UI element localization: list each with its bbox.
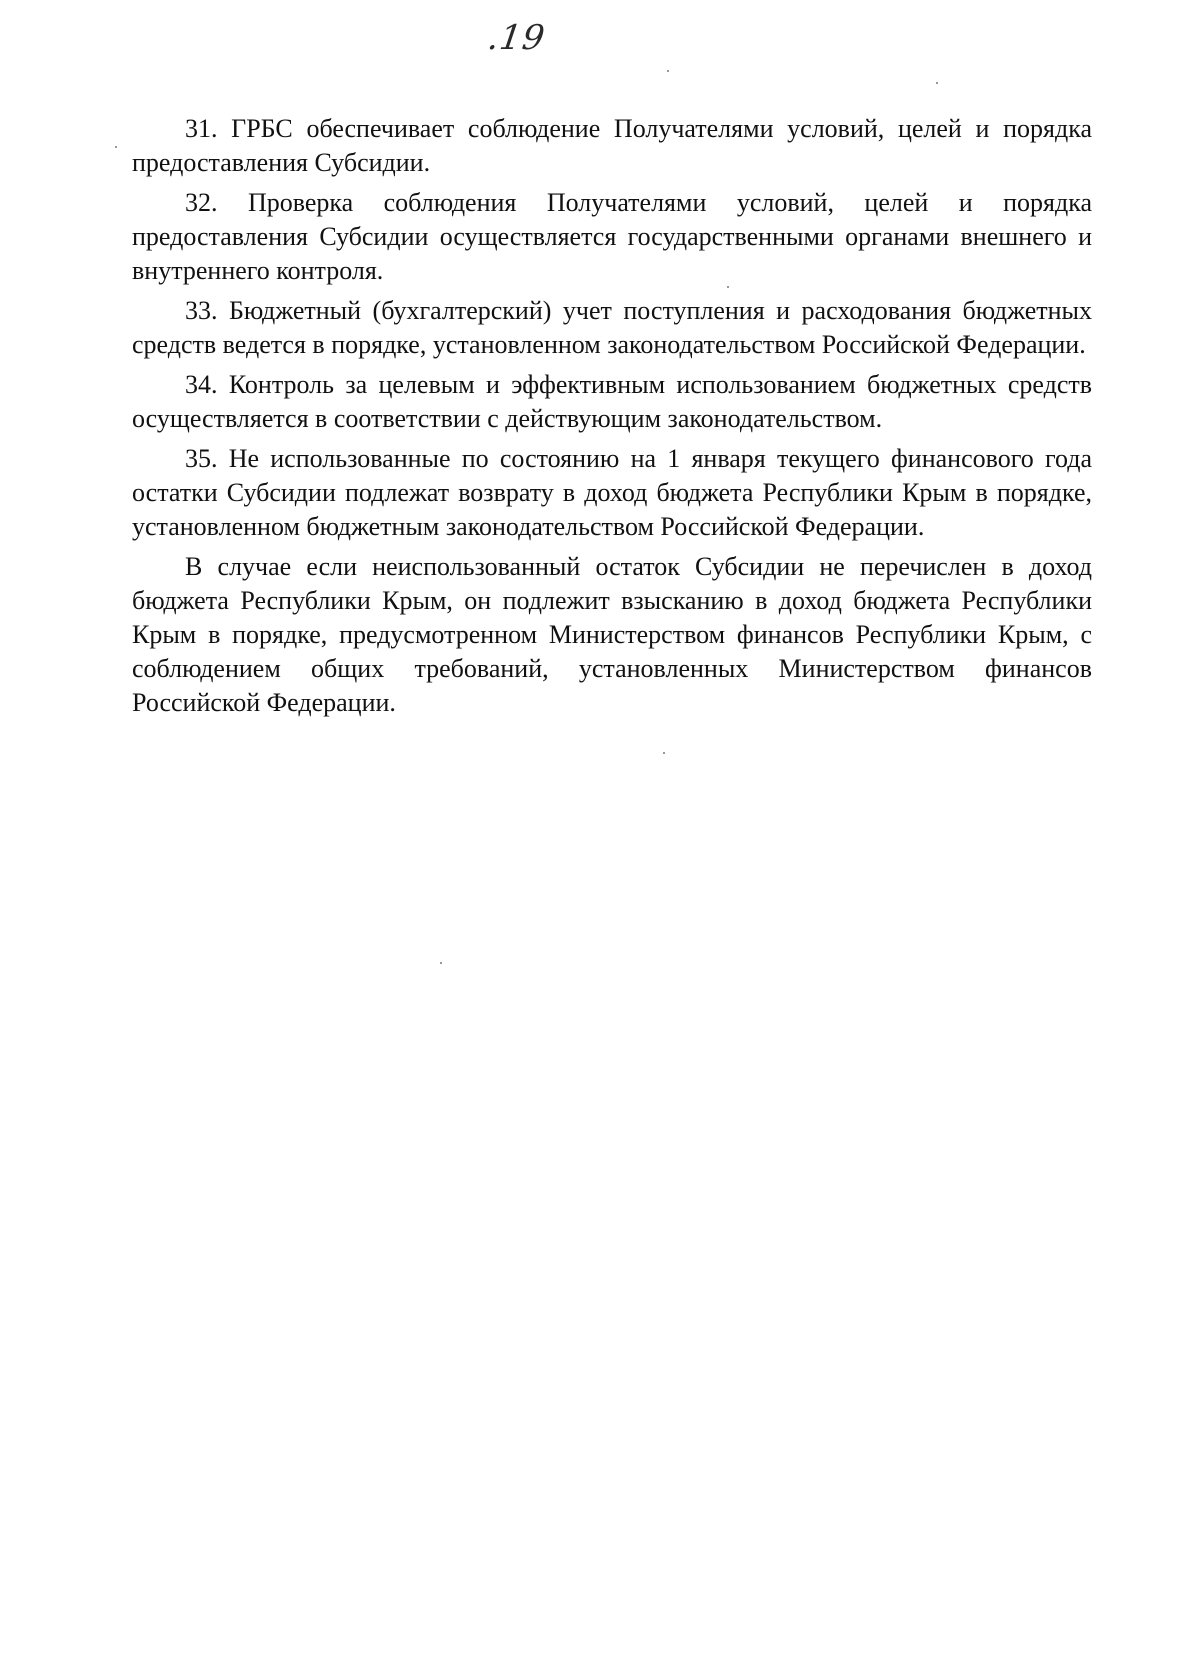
handwritten-page-number: .19 xyxy=(485,18,548,58)
paragraph-31: 31. ГРБС обеспечивает соблюдение Получателями условий, целей и порядка предоставления Субсидии. xyxy=(132,114,1092,177)
scan-speck xyxy=(440,962,442,964)
paragraph-34: 34. Контроль за целевым и эффективным использованием бюджетных средств осуществляется в соответствии с действующим законодательством. xyxy=(132,370,1092,433)
scan-speck xyxy=(936,82,938,84)
paragraph-35: 35. Не использованные по состоянию на 1 января текущего финансового года остатки Субсидии подлежат возврату в доход бюджета Республики Крым в порядке, установленном бюджетным законодательством Российской Федерации. xyxy=(132,444,1092,541)
scan-speck xyxy=(115,146,117,148)
paragraph-residual-subsidy: В случае если неиспользованный остаток Субсидии не перечислен в доход бюджета Республики Крым, он подлежит взысканию в доход бюджета Республики Крым в порядке, предусмотренном Министерством финансов Республики Крым, с соблюдением общих требований, установленных Министерством финансов Российской Федерации. xyxy=(132,552,1092,717)
scan-speck xyxy=(667,70,669,72)
scan-speck xyxy=(727,286,729,288)
scan-speck xyxy=(663,752,665,754)
paragraph-32: 32. Проверка соблюдения Получателями условий, целей и порядка предоставления Субсидии осуществляется государственными органами внешнего и внутреннего контроля. xyxy=(132,188,1092,285)
paragraph-33: 33. Бюджетный (бухгалтерский) учет поступления и расходования бюджетных средств ведется в порядке, установленном законодательством Российской Федерации. xyxy=(132,296,1092,359)
document-body xyxy=(132,112,1092,726)
